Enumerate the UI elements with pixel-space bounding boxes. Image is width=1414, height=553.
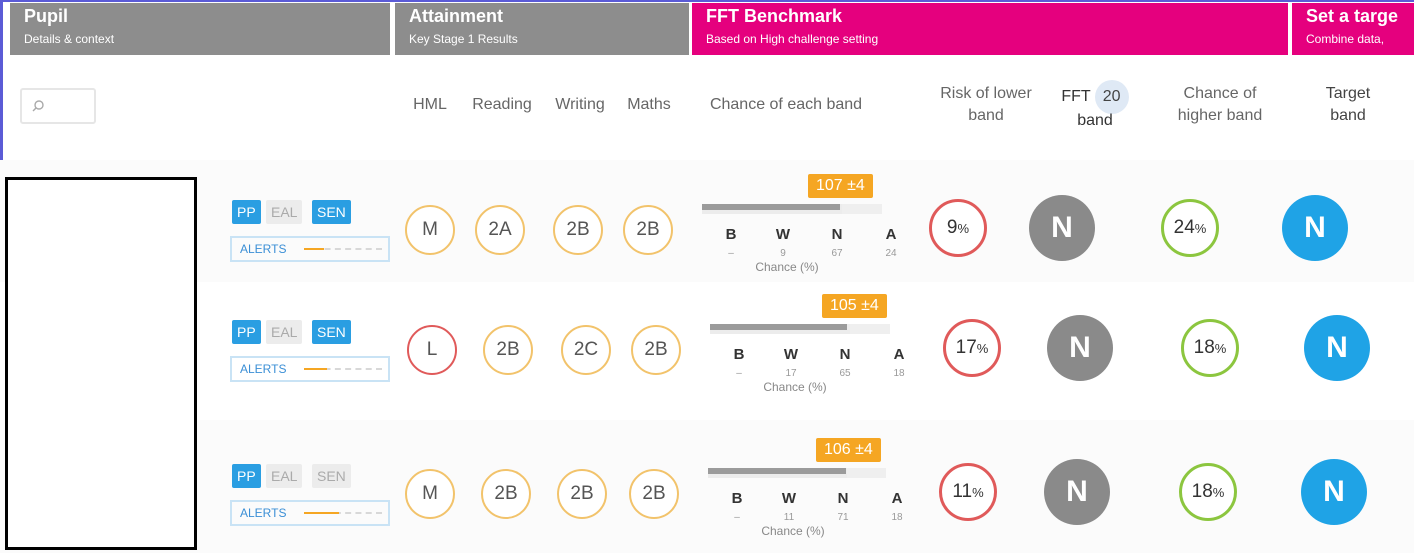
chance-bar-fill <box>710 324 847 330</box>
header-fft-benchmark <box>692 3 1288 55</box>
col-fft-label: FFT <box>1061 88 1091 105</box>
target-band-button[interactable]: N <box>1282 195 1348 261</box>
left-border <box>0 0 3 170</box>
grade-maths: 2B <box>623 205 673 255</box>
col-target-line2: band <box>1330 107 1366 124</box>
tag-eal: EAL <box>266 464 302 488</box>
fft-band-badge: N <box>1047 315 1113 381</box>
chance-bar-remainder <box>847 468 886 478</box>
risk-lower-band <box>943 319 1001 377</box>
percent-sign: % <box>1194 221 1207 236</box>
chance-higher-value: 24 <box>1173 217 1195 238</box>
col-risk-lower-band[interactable] <box>926 83 1046 127</box>
band-value-a: 18 <box>891 512 903 523</box>
band-value-b: – <box>734 512 740 523</box>
alerts-label: ALERTS <box>240 242 287 256</box>
fft-band-badge: N <box>1044 459 1110 525</box>
header-pupil-title: Pupil <box>24 6 68 26</box>
col-chance-higher-line2: higher band <box>1177 107 1263 124</box>
redacted-pupil-names <box>5 177 197 550</box>
tag-pp: PP <box>232 464 261 488</box>
col-risk-line1: Risk of lower <box>940 85 1032 102</box>
header-target-title: Set a targe <box>1306 6 1399 26</box>
tag-pp: PP <box>232 200 261 224</box>
chance-bar-fill <box>708 468 846 474</box>
grade-maths: 2B <box>629 469 679 519</box>
chance-each-band <box>702 174 932 294</box>
chance-higher-band <box>1179 463 1237 521</box>
band-label-w: W <box>775 226 791 243</box>
band-value-n: 67 <box>831 248 843 259</box>
fft-band-badge: N <box>1029 195 1095 261</box>
top-border <box>0 0 1414 2</box>
band-label-n: N <box>831 226 843 243</box>
chance-higher-band <box>1181 319 1239 377</box>
grade-writing: 2B <box>557 469 607 519</box>
chance-each-band <box>710 294 940 414</box>
header-fft-title: FFT Benchmark <box>706 6 843 26</box>
percent-sign: % <box>1214 341 1227 356</box>
header-pupil-subtitle: Details & context <box>24 32 115 46</box>
band-label-b: B <box>733 346 745 363</box>
fft-year-badge: 20 <box>1095 80 1129 114</box>
alerts-label: ALERTS <box>240 506 287 520</box>
grade-reading: 2B <box>481 469 531 519</box>
alerts-level-bar <box>304 512 382 514</box>
col-risk-line2: band <box>968 107 1004 124</box>
grade-hml: M <box>405 205 455 255</box>
chance-higher-band <box>1161 199 1219 257</box>
percent-sign: % <box>957 221 970 236</box>
chance-caption: Chance (%) <box>755 260 819 274</box>
benchmark-score-badge: 106 ±4 <box>816 438 881 462</box>
band-value-b: – <box>736 368 742 379</box>
chance-bar-fill <box>702 204 840 210</box>
chance-each-band <box>708 438 938 553</box>
tag-pp: PP <box>232 320 261 344</box>
band-label-w: W <box>783 346 799 363</box>
percent-sign: % <box>1212 485 1225 500</box>
alerts-level-bar <box>304 368 382 370</box>
percent-sign: % <box>976 341 989 356</box>
alerts-button[interactable] <box>230 500 390 526</box>
chance-caption: Chance (%) <box>763 380 827 394</box>
target-band-button[interactable]: N <box>1304 315 1370 381</box>
grade-writing: 2C <box>561 325 611 375</box>
chance-higher-value: 18 <box>1191 481 1213 502</box>
risk-lower-band <box>939 463 997 521</box>
chance-caption: Chance (%) <box>761 524 825 538</box>
alerts-level-fill <box>304 368 327 370</box>
percent-sign: % <box>972 485 984 500</box>
band-value-w: 11 <box>783 512 795 523</box>
band-label-n: N <box>837 490 849 507</box>
alerts-button[interactable] <box>230 236 390 262</box>
risk-lower-value: 11 <box>952 481 973 502</box>
band-label-a: A <box>891 490 903 507</box>
band-value-n: 65 <box>839 368 851 379</box>
header-fft-subtitle: Based on High challenge setting <box>706 32 879 46</box>
col-hml[interactable]: HML <box>413 96 447 113</box>
col-maths[interactable]: Maths <box>627 96 671 113</box>
band-value-b: – <box>728 248 734 259</box>
tag-sen: SEN <box>312 200 351 224</box>
target-band-button[interactable]: N <box>1301 459 1367 525</box>
band-label-a: A <box>885 226 897 243</box>
header-pupil <box>10 3 390 55</box>
tag-eal: EAL <box>266 320 302 344</box>
col-reading[interactable]: Reading <box>472 96 532 113</box>
risk-lower-band <box>929 199 987 257</box>
benchmark-score-badge: 107 ±4 <box>808 174 873 198</box>
col-writing[interactable]: Writing <box>555 96 605 113</box>
band-label-a: A <box>893 346 905 363</box>
header-target-subtitle: Combine data, <box>1306 32 1385 46</box>
col-chance-higher-line1: Chance of <box>1183 85 1257 102</box>
grade-reading: 2A <box>475 205 525 255</box>
alerts-button[interactable] <box>230 356 390 382</box>
chance-higher-value: 18 <box>1193 337 1215 358</box>
grade-maths: 2B <box>631 325 681 375</box>
band-value-n: 71 <box>837 512 849 523</box>
alerts-label: ALERTS <box>240 362 287 376</box>
risk-lower-value: 9 <box>946 217 958 238</box>
band-value-a: 24 <box>885 248 897 259</box>
band-value-w: 17 <box>785 368 797 379</box>
chance-bar-remainder <box>842 204 882 214</box>
alerts-level-bar <box>304 248 382 250</box>
risk-lower-value: 17 <box>955 337 977 358</box>
grade-hml: M <box>405 469 455 519</box>
alerts-level-fill <box>304 512 339 514</box>
col-fft-band[interactable] <box>1050 80 1140 132</box>
tag-sen: SEN <box>312 464 351 488</box>
alerts-level-fill <box>304 248 324 250</box>
benchmark-score-badge: 105 ±4 <box>822 294 887 318</box>
col-target-line1: Target <box>1325 85 1371 102</box>
col-chance-each-band[interactable]: Chance of each band <box>709 96 863 113</box>
chance-bar-remainder <box>850 324 890 334</box>
tag-eal: EAL <box>266 200 302 224</box>
band-label-n: N <box>839 346 851 363</box>
search-icon <box>30 99 46 115</box>
tag-sen: SEN <box>312 320 351 344</box>
band-label-b: B <box>731 490 743 507</box>
grade-reading: 2B <box>483 325 533 375</box>
band-label-b: B <box>725 226 737 243</box>
grade-writing: 2B <box>553 205 603 255</box>
band-value-w: 9 <box>780 248 786 259</box>
col-fft-band-label: band <box>1077 112 1113 129</box>
col-target-band[interactable] <box>1300 83 1396 127</box>
grade-hml: L <box>407 325 457 375</box>
header-attainment-subtitle: Key Stage 1 Results <box>409 32 518 46</box>
search-input[interactable] <box>20 88 96 124</box>
band-label-w: W <box>781 490 797 507</box>
band-value-a: 18 <box>893 368 905 379</box>
col-chance-higher-band[interactable] <box>1160 83 1280 127</box>
header-set-target <box>1292 3 1414 55</box>
header-attainment <box>395 3 689 55</box>
header-attainment-title: Attainment <box>409 6 503 26</box>
